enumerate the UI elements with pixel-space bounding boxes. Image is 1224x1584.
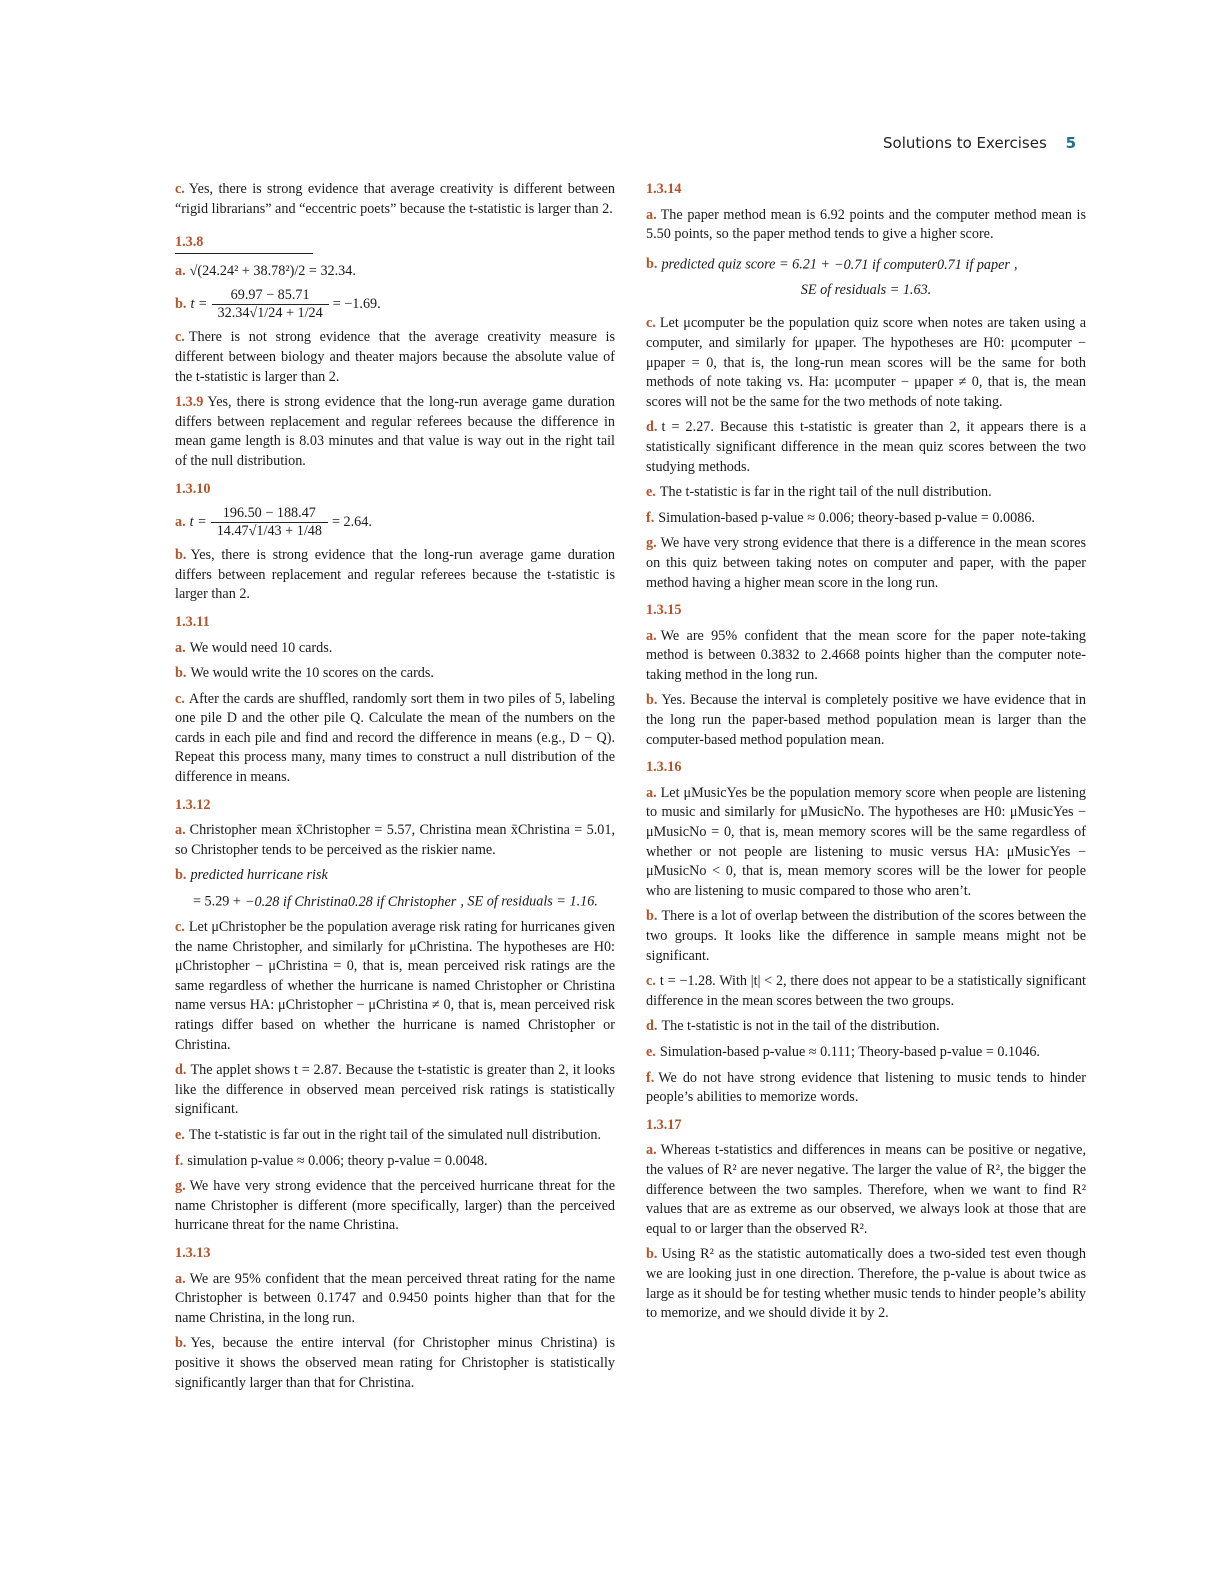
section-1-3-12: 1.3.12: [175, 796, 211, 813]
answer-1-3-16e: e. Simulation-based p-value ≈ 0.111; Theory-based p-value = 0.1046.: [646, 1043, 1040, 1060]
answer-1-3-17b: b. Using R² as the statistic automatically does a two-sided test even though we are looking just in one direction. Therefore, the p-value is about twice as large as it should be for testing whether music tends to hinder people’s ability to memorize, and we should divide it by 2.: [646, 1246, 1086, 1322]
answer-1-3-14d: d. t = 2.27. Because this t-statistic is greater than 2, it appears there is a statistically significant difference in the mean quiz scores between the two studying methods.: [646, 419, 1086, 475]
left-column: [175, 180, 615, 1399]
answer-1-3-14b: b. predicted quiz score = 6.21 + −0.71 if computer0.71 if paper ,: [646, 256, 1018, 273]
section-1-3-13: 1.3.13: [175, 1244, 211, 1261]
answer-1-3-16a: a. Let μMusicYes be the population memory score when people are listening to music and similarly for μMusicNo. The hypotheses are H0: μMusicYes − μMusicNo = 0, that is, mean memory scores will be the same regardless of whether or not people are listening to music versus HA: μMusicYes − μMusicNo < 0, that is, mean memory scores will be the lower for people who are listening to music compared to those who aren’t.: [646, 784, 1086, 899]
answer-1-3-12f: f. simulation p-value ≈ 0.006; theory p-value = 0.0048.: [175, 1152, 488, 1169]
answer-1-3-15b: b. Yes. Because the interval is completely positive we have evidence that in the long run the paper-based method population mean is larger than the computer-based method population mean.: [646, 692, 1086, 748]
answer-1-3-12b-equation: = 5.29 + −0.28 if Christina0.28 if Christopher , SE of residuals = 1.16.: [193, 893, 598, 911]
cases-brace: −0.28 if Christina0.28 if Christopher: [244, 894, 457, 911]
section-1-3-11: 1.3.11: [175, 613, 210, 630]
answer-1-3-12b: b. predicted hurricane risk: [175, 867, 328, 884]
cases-brace: −0.71 if computer0.71 if paper: [834, 256, 1010, 273]
answer-1-3-9: 1.3.9 Yes, there is strong evidence that the long-run average game duration differs between replacement and regular referees because the difference in mean game length is 8.03 minutes and that value is way out in the right tail of the null distribution.: [175, 394, 615, 469]
page-header: [883, 134, 1076, 152]
answer-1-3-10a: a. t = $\frac{196.50 - 188.47}{14.47√1/43 + 1/48}$ = 2.64.: [175, 505, 372, 540]
answer-1-3-14f: f. Simulation-based p-value ≈ 0.006; theory-based p-value = 0.0086.: [646, 509, 1035, 526]
section-1-3-14: 1.3.14: [646, 181, 682, 197]
answer-1-3-14g: g. We have very strong evidence that there is a difference in the mean scores on this quiz between taking notes on computer and paper, with the paper method having a higher mean score in the long run.: [646, 535, 1086, 591]
answer-1-3-13a: a. We are 95% confident that the mean perceived threat rating for the name Christopher is between 0.1747 and 0.9450 points higher than that for the name Christina, in the long run.: [175, 1270, 615, 1326]
answer-1-3-16c: c. t = −1.28. With |t| < 2, there does not appear to be a statistically significant difference in the mean scores between the two groups.: [646, 973, 1086, 1009]
answer-1-3-12g: g. We have very strong evidence that the perceived hurricane threat for the name Christopher is different (more specifically, larger) than the perceived hurricane threat for the name Christina.: [175, 1178, 615, 1234]
answer-1-3-10b: b. Yes, there is strong evidence that the long-run average game duration differs between replacement and regular referees because the t-statistic is larger than 2.: [175, 547, 615, 603]
answer-1-3-11b: b. We would write the 10 scores on the cards.: [175, 665, 434, 682]
answer-1-3-12e: e. The t-statistic is far out in the right tail of the simulated null distribution.: [175, 1126, 602, 1143]
answer-1-3-12c: c. Let μChristopher be the population average risk rating for hurricanes given the name Christopher, and similarly for μChristina. The hypotheses are H0: μChristopher − μChristina = 0, that is, mean perceived risk ratings are the same regardless of whether the hurricane is named Christopher or Christina name versus HA: μChristopher − μChristina ≠ 0, that is, mean perceived risk ratings differ based on whether the hurricane is named Christopher or Christina.: [175, 919, 615, 1053]
header-title: Solutions to Exercises: [883, 134, 1047, 152]
answer-1-3-14b-se: SE of residuals = 1.63.: [800, 281, 932, 298]
answer-1-3-16b: b. There is a lot of overlap between the distribution of the scores between the two groups. It looks like the difference in sample means might not be significant.: [646, 908, 1086, 964]
answer-1-3-8c: c. There is not strong evidence that the average creativity measure is different between biology and theater majors because the absolute value of the t-statistic is larger than 2.: [175, 329, 615, 385]
section-1-3-17: 1.3.17: [646, 1116, 682, 1133]
answer-1-3-16d: d. The t-statistic is not in the tail of the distribution.: [646, 1018, 940, 1035]
page-number: 5: [1065, 134, 1076, 152]
answer-1-3-16f: f. We do not have strong evidence that listening to music tends to hinder people’s abilities to memorize words.: [646, 1069, 1086, 1106]
answer-1-3-7c: c. Yes, there is strong evidence that average creativity is different between “rigid librarians” and “eccentric poets” because the t-statistic is larger than 2.: [175, 181, 615, 217]
answer-1-3-14c: c. Let μcomputer be the population quiz score when notes are taken using a computer, and similarly for μpaper. The hypotheses are H0: μcomputer − μpaper = 0, that is, the long-run mean scores will be the same for both methods of note taking vs. Ha: μcomputer − μpaper ≠ 0, that is, the mean scores will not be the same for the two methods of note taking.: [646, 315, 1086, 410]
answer-1-3-14a: a. The paper method mean is 6.92 points and the computer method mean is 5.50 points, so the paper method tends to give a higher score.: [646, 206, 1086, 243]
answer-1-3-15a: a. We are 95% confident that the mean score for the paper note-taking method is between 0.3832 to 2.4668 points higher than the computer note-taking method in the long run.: [646, 627, 1086, 683]
answer-1-3-8a: a. √(24.24² + 38.78²)/2 = 32.34.: [175, 262, 356, 279]
answer-1-3-14e: e. The t-statistic is far in the right tail of the null distribution.: [646, 484, 992, 501]
t-fraction: $\frac{196.50 - 188.47}{14.47√1/43 + 1/48}$: [211, 505, 328, 540]
section-1-3-16: 1.3.16: [646, 759, 682, 776]
answer-1-3-13b: b. Yes, because the entire interval (for Christopher minus Christina) is positive it shows the observed mean rating for Christopher is statistically significantly larger than that for Christina.: [175, 1335, 615, 1391]
answer-1-3-11c: c. After the cards are shuffled, randomly sort them in two piles of 5, labeling one pile D and the other pile Q. Calculate the mean of the numbers on the cards in each pile and find and record the difference in means (e.g., D − Q). Repeat this process many, many times to construct a null distribution of the difference in means.: [175, 690, 615, 786]
section-1-3-8: 1.3.8: [175, 233, 313, 254]
section-1-3-15: 1.3.15: [646, 602, 682, 619]
right-column: [646, 180, 1086, 1330]
answer-1-3-17a: a. Whereas t-statistics and differences in means can be positive or negative, the values of R² are never negative. The larger the value of R², the bigger the difference between the two samples. Therefore, when we want to find R² values that are as extreme as our observed, we always look at those that are equal to or larger than the observed R².: [646, 1142, 1086, 1237]
answer-1-3-8b: b. t = $\frac{69.97 - 85.71}{32.34√1/24 + 1/24}$ = −1.69.: [175, 287, 381, 322]
answer-1-3-12a: a. Christopher mean x̄Christopher = 5.57, Christina mean x̄Christina = 5.01, so Christopher tends to be perceived as the riskier name.: [175, 822, 615, 858]
section-1-3-10: 1.3.10: [175, 480, 211, 497]
answer-1-3-12d: d. The applet shows t = 2.87. Because the t-statistic is greater than 2, it looks like the difference in observed mean perceived risk ratings is statistically significant.: [175, 1062, 615, 1118]
answer-1-3-11a: a. We would need 10 cards.: [175, 639, 333, 656]
t-fraction: $\frac{69.97 - 85.71}{32.34√1/24 + 1/24}$: [212, 287, 329, 322]
